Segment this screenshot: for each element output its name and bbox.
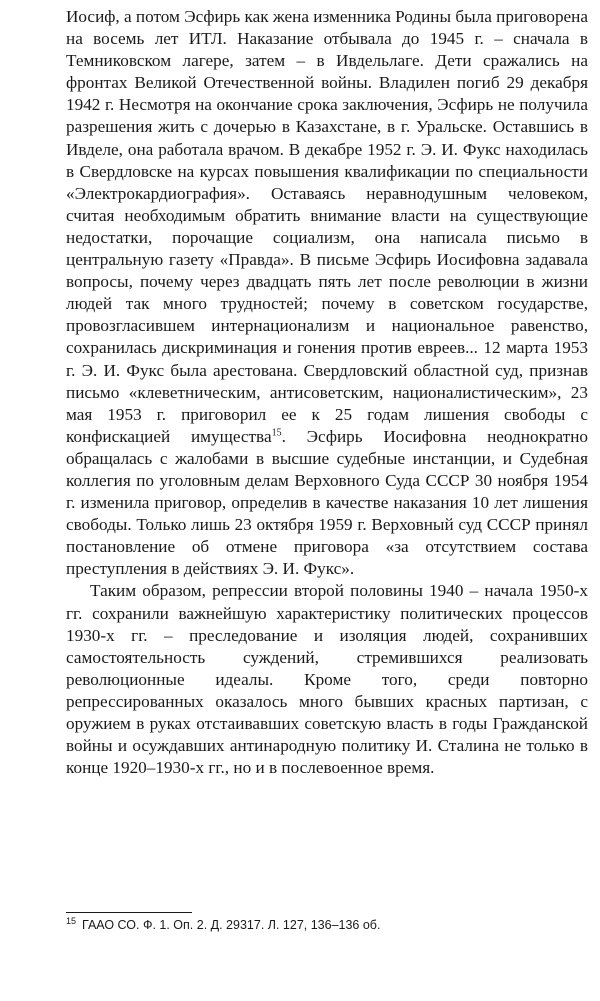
paragraph-continuation (66, 6, 588, 580)
footnote-reference[interactable]: 15 (271, 427, 282, 439)
paragraph-text-part-2: . Эсфирь Иосифовна неоднократно обращалась с жалобами в высшие судебные инстанции, и Судебная коллегия по уголовным делам Верховного Суда СССР 30 ноября 1954 г. изменила приговор, определив в качестве наказания 10 лет лишения свободы. Только лишь 23 октября 1959 г. Верховный суд СССР принял постановление об отмене приговора «за отсутствием состава преступления в действиях Э. И. Фукс». (66, 426, 588, 579)
paragraph-conclusion: Таким образом, репрессии второй половины 1940 – начала 1950-х гг. сохранили важнейшую характеристику политических процессов 1930-х гг. – преследование и изоляция людей, сохранивших самостоятельность суждений, стремившихся реализовать революционные идеалы. Кроме того, среди повторно репрессированных оказалось много бывших красных партизан, с оружием в руках отстаивавших советскую власть в годы Гражданской войны и осуждавших антинародную политику И. Сталина не только в конце 1920–1930-х гг., но и в послевоенное время. (66, 581, 588, 778)
footnote-mark: 15 (66, 915, 77, 926)
main-text (66, 6, 588, 779)
footnote-divider (66, 912, 192, 913)
footnote (66, 917, 586, 933)
footnote-text: ГААО СО. Ф. 1. Оп. 2. Д. 29317. Л. 127, 136–136 об. (82, 918, 381, 932)
paragraph-text-part-1: Иосиф, а потом Эсфирь как жена изменника Родины была приговорена на восемь лет ИТЛ. Наказание отбывала до 1945 г. – сначала в Темниковском лагере, затем – в Ивдельлаге. Дети сражались на фронтах Великой Отечественной войны. Владилен погиб 29 декабря 1942 г. Несмотря на окончание срока заключения, Эсфирь не получила разрешения жить с дочерью в Казахстане, в г. Уральске. Оставшись в Ивделе, она работала врачом. В декабре 1952 г. Э. И. Фукс находилась в Свердловске на курсах повышения квалификации по специальности «Электрокардиография». Оставаясь неравнодушным человеком, считая необходимым обратить внимание власти на существующие недостатки, порочащие социализм, она написала письмо в центральную газету «Правда». В письме Эсфирь Иосифовна задавала вопросы, почему через двадцать пять лет после революции в жизни людей так много трудностей; почему в советском государстве, провозгласившем интернационализм и национальное равенство, сохранилась дискриминация и гонения против евреев... 12 марта 1953 г. Э. И. Фукс была арестована. Свердловский областной суд, признав письмо «клеветническим, антисоветским, националистическим», 23 мая 1953 г. приговорил ее к 25 годам лишения свободы с конфискацией имущества (66, 7, 588, 446)
